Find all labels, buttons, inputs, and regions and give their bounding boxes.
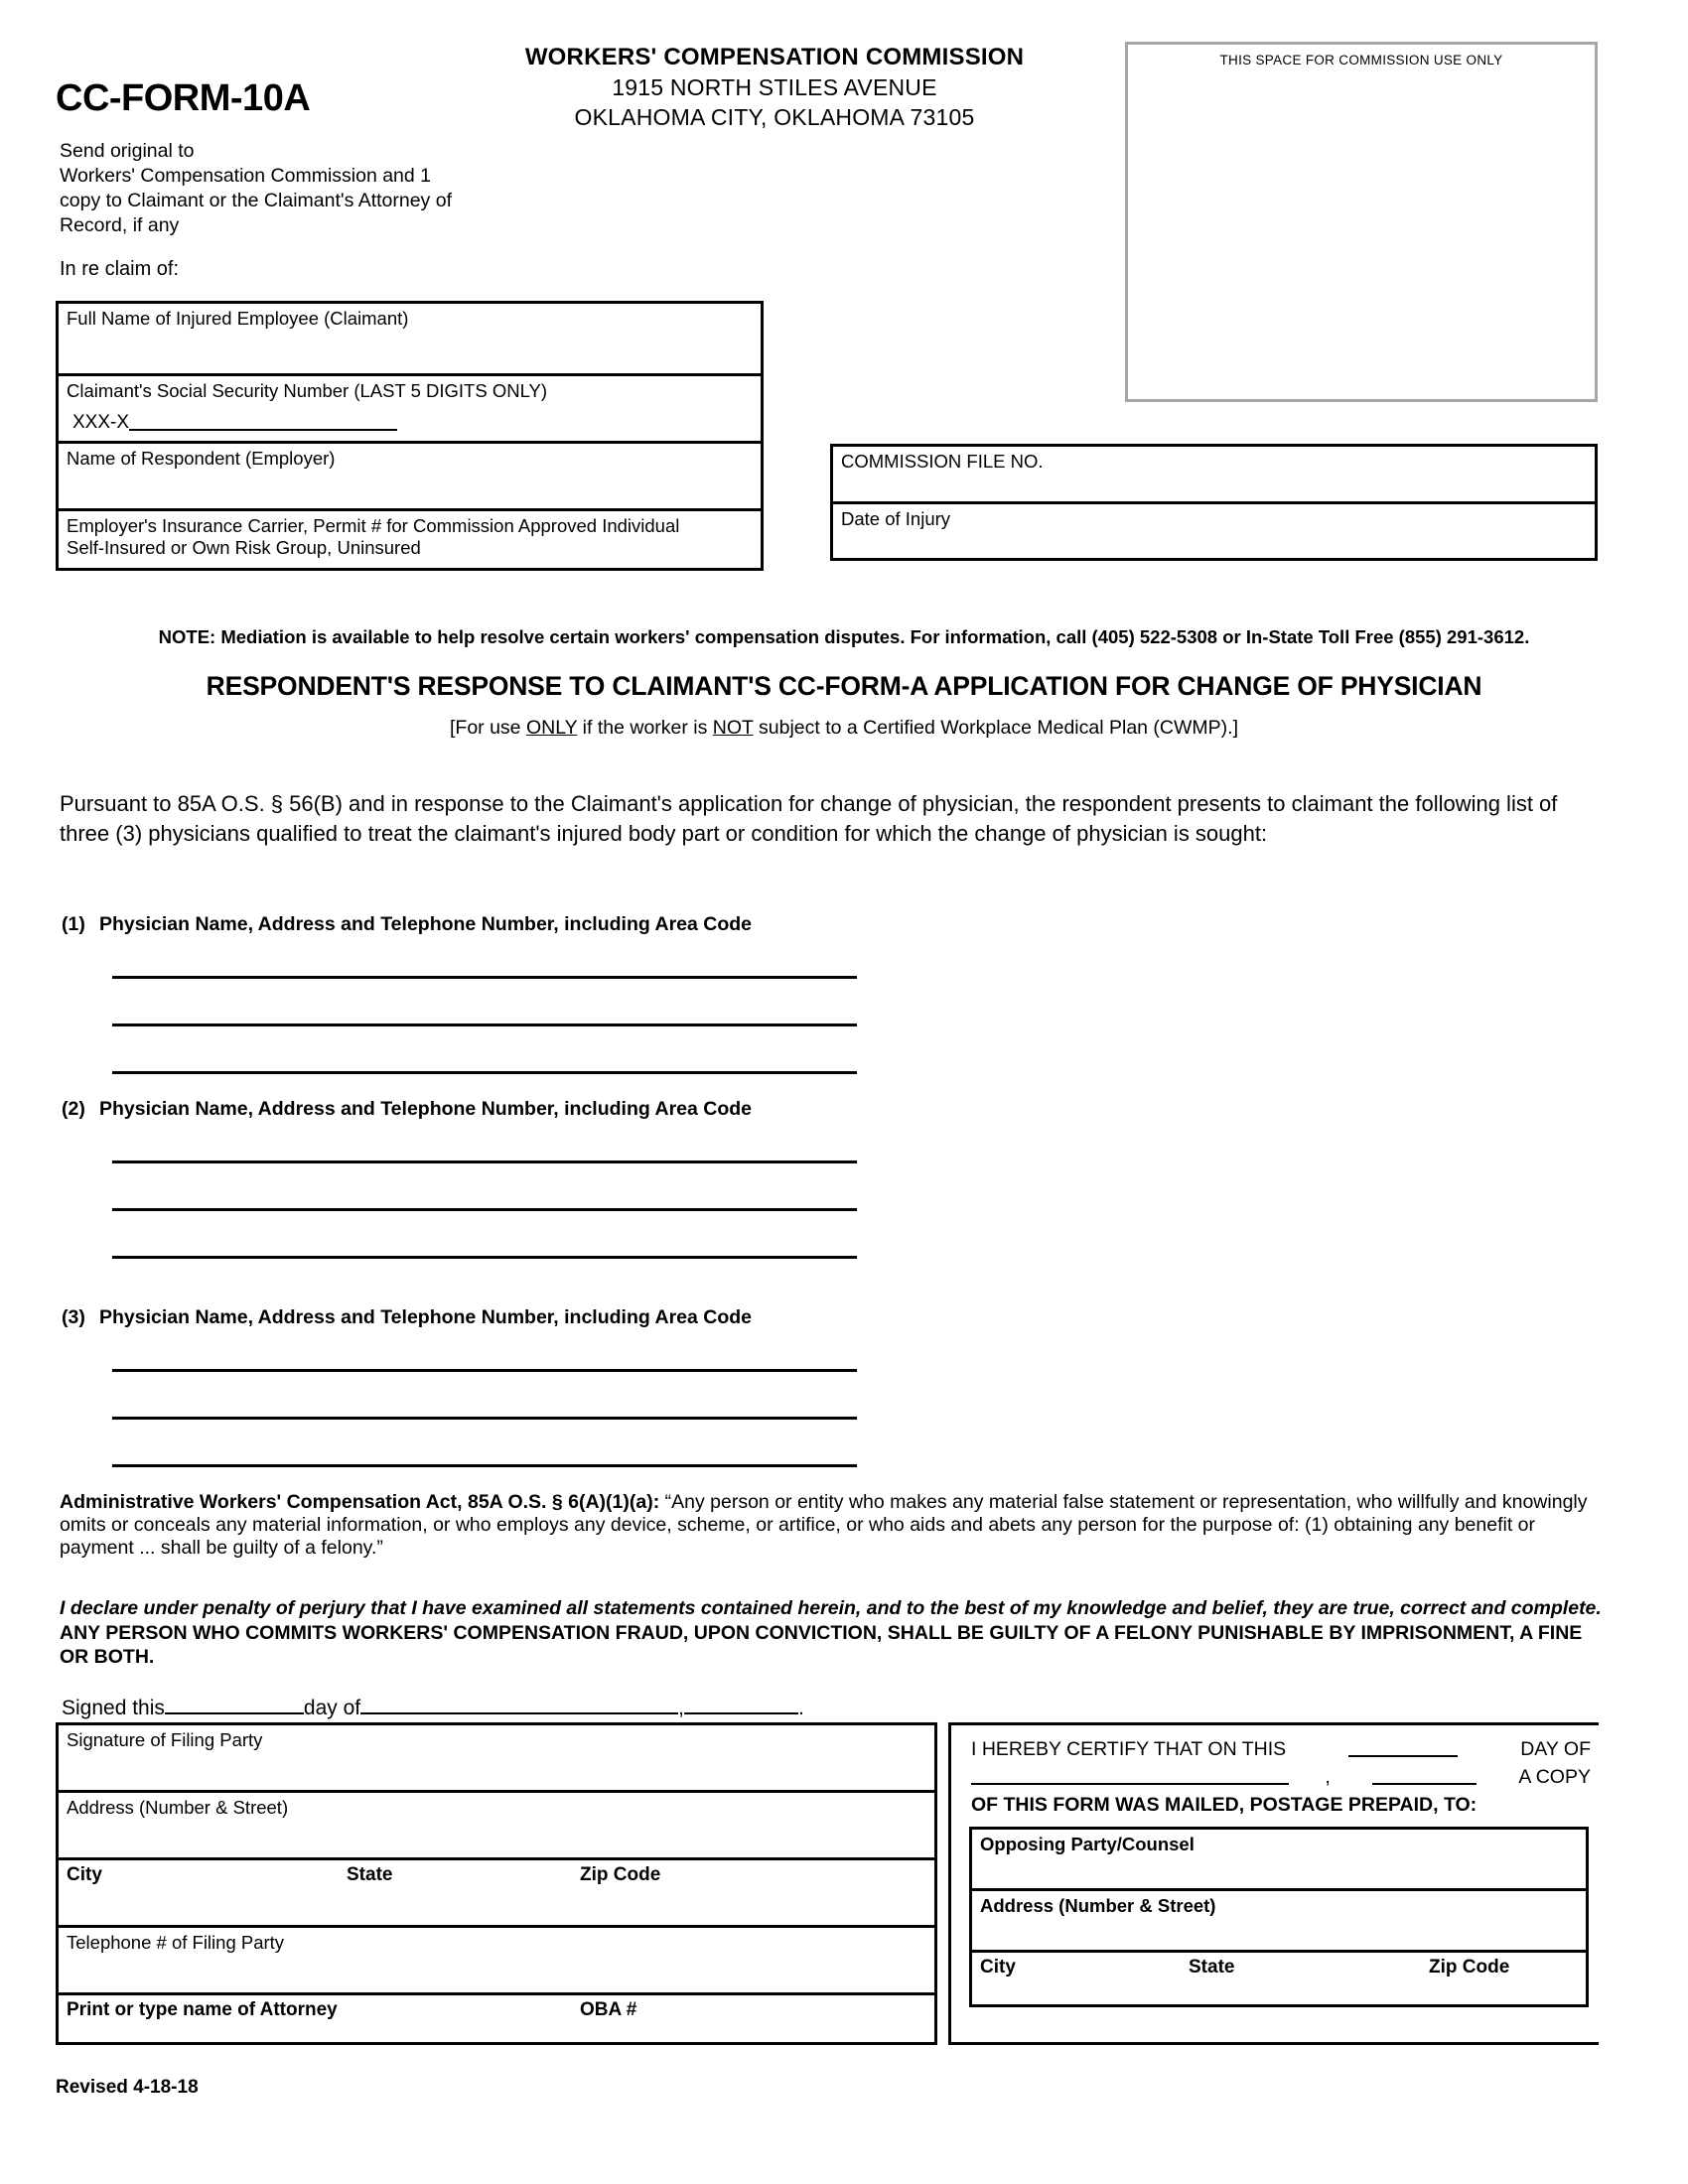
field-attorney-name-oba[interactable] — [56, 1992, 937, 2045]
physician-3-line-1[interactable] — [112, 1369, 857, 1372]
field-filing-city-state-zip[interactable] — [56, 1857, 937, 1925]
physician-3-line-2[interactable] — [112, 1417, 857, 1420]
field-claimant-ssn[interactable] — [56, 373, 764, 441]
field-signature-filing-party-label: Signature of Filing Party — [67, 1729, 263, 1750]
sub-title-not: NOT — [712, 717, 754, 739]
physician-1-number: (1) — [62, 913, 85, 935]
field-mailing-address-label: Address (Number & Street) — [980, 1895, 1216, 1916]
certificate-year-blank[interactable] — [1372, 1763, 1477, 1785]
commission-city-state-zip: OKLAHOMA CITY, OKLAHOMA 73105 — [574, 104, 975, 130]
commission-address: 1915 NORTH STILES AVENUE — [612, 74, 937, 100]
field-commission-file-no[interactable] — [830, 444, 1598, 501]
physician-3-label: Physician Name, Address and Telephone Number, including Area Code — [99, 1306, 753, 1328]
commission-use-box — [1125, 42, 1598, 402]
field-signature-filing-party[interactable] — [56, 1722, 937, 1790]
physician-1-line-3[interactable] — [112, 1071, 857, 1074]
field-mailing-address[interactable] — [969, 1888, 1589, 1950]
certificate-line-2 — [971, 1763, 1591, 1791]
physician-2-heading — [62, 1098, 752, 1121]
claim-fields-group — [56, 301, 764, 571]
field-insurance-carrier[interactable] — [56, 508, 764, 571]
ssn-prefix: XXX-X — [72, 412, 130, 433]
field-claimant-name-label: Full Name of Injured Employee (Claimant) — [67, 308, 409, 329]
field-opposing-party-label: Opposing Party/Counsel — [980, 1834, 1195, 1854]
physician-2-line-1[interactable] — [112, 1160, 857, 1163]
ssn-entry-row[interactable] — [59, 402, 761, 434]
perjury-declaration-italic: I declare under penalty of perjury that I have examined all statements contained herein, and to the best of my knowledge and belief, they are true, correct and complete. — [60, 1597, 1602, 1619]
field-attorney-name-label: Print or type name of Attorney — [67, 1999, 338, 2020]
sub-title-mid: if the worker is — [577, 717, 713, 739]
form-main-title: RESPONDENT'S RESPONSE TO CLAIMANT'S CC-FORM-A APPLICATION FOR CHANGE OF PHYSICIAN — [206, 671, 1482, 701]
field-insurance-carrier-label: Employer's Insurance Carrier, Permit # for Commission Approved Individual — [67, 515, 680, 536]
mailing-recipient-group — [969, 1827, 1589, 2007]
physician-1-line-2[interactable] — [112, 1024, 857, 1026]
field-mailing-city-label: City — [980, 1957, 1016, 1978]
field-filing-address-label: Address (Number & Street) — [67, 1797, 289, 1818]
commission-file-group — [830, 444, 1598, 561]
sub-title-post: subject to a Certified Workplace Medical Plan (CWMP).] — [753, 717, 1238, 739]
field-claimant-name[interactable] — [56, 301, 764, 373]
field-filing-telephone-label: Telephone # of Filing Party — [67, 1932, 285, 1953]
physician-1-label: Physician Name, Address and Telephone Number, including Area Code — [99, 913, 753, 935]
certificate-month-blank[interactable] — [971, 1763, 1289, 1785]
certificate-of-mailing — [948, 1722, 1599, 2045]
statute-body-paragraph: Pursuant to 85A O.S. § 56(B) and in response to the Claimant's application for change of physician, the respondent presents to claimant the following list of three (3) physicians qualified to treat the claimant's injured body part or condition for which the change of physician is sought: — [60, 791, 1558, 846]
in-re-claim-label: In re claim of: — [60, 258, 180, 280]
administrative-act-quote: “Any person or entity who makes any material false statement or representation, who willfully and knowingly omits or conceals any material information, or who employs any device, scheme, or artifice, or who aids and abets any person for the purpose of: (1) obtaining any benefit or payment ... shall be guilty of a felony.” — [60, 1491, 1588, 1559]
field-filing-state-label: State — [347, 1864, 393, 1885]
day-of-label: day of — [303, 1697, 361, 1719]
certificate-comma: , — [1325, 1766, 1331, 1788]
physician-2-line-3[interactable] — [112, 1256, 857, 1259]
physician-2-label: Physician Name, Address and Telephone Number, including Area Code — [99, 1098, 753, 1120]
certificate-text[interactable] — [951, 1725, 1599, 1819]
signed-day-blank[interactable] — [165, 1694, 304, 1714]
field-respondent-name-label: Name of Respondent (Employer) — [67, 448, 336, 469]
filing-party-group — [56, 1722, 937, 2045]
field-date-of-injury-label: Date of Injury — [841, 508, 951, 529]
field-filing-city-label: City — [67, 1864, 102, 1885]
certificate-line-1b: DAY OF — [1520, 1738, 1591, 1760]
field-oba-number-label: OBA # — [580, 1999, 637, 2020]
send-original-instructions — [60, 139, 526, 238]
physician-2-number: (2) — [62, 1098, 85, 1120]
send-original-line: Record, if any — [60, 214, 180, 236]
ssn-blank-rule[interactable] — [129, 429, 397, 431]
field-respondent-name[interactable] — [56, 441, 764, 508]
field-mailing-state-label: State — [1189, 1957, 1235, 1978]
form-sub-title — [0, 717, 1688, 740]
physician-3-heading — [62, 1306, 752, 1329]
field-mailing-zip-label: Zip Code — [1429, 1957, 1510, 1978]
commission-header — [427, 44, 1122, 131]
certificate-line-3: OF THIS FORM WAS MAILED, POSTAGE PREPAID, TO: — [971, 1794, 1477, 1816]
signed-date-line[interactable] — [62, 1694, 804, 1720]
physician-2-line-2[interactable] — [112, 1208, 857, 1211]
field-filing-telephone[interactable] — [56, 1925, 937, 1992]
form-code-title: CC-FORM-10A — [56, 77, 311, 119]
commission-name: WORKERS' COMPENSATION COMMISSION — [524, 44, 1025, 70]
mediation-note: NOTE: Mediation is available to help resolve certain workers' compensation disputes. For information, call (405) 522-5308 or In-State Toll Free (855) 291-3612. — [158, 626, 1530, 647]
field-claimant-ssn-label: Claimant's Social Security Number (LAST 5 DIGITS ONLY) — [67, 380, 547, 401]
field-commission-file-no-label: COMMISSION FILE NO. — [841, 451, 1044, 472]
field-filing-address[interactable] — [56, 1790, 937, 1857]
send-original-line: Send original to — [60, 140, 195, 162]
signed-comma: , — [678, 1697, 684, 1719]
physician-1-heading — [62, 913, 752, 936]
signed-period: . — [797, 1697, 804, 1719]
perjury-declaration — [60, 1596, 1609, 1670]
certificate-line-1a: I HEREBY CERTIFY THAT ON THIS — [971, 1738, 1287, 1760]
certificate-line-2c: A COPY — [1518, 1766, 1591, 1788]
revision-date: Revised 4-18-18 — [56, 2077, 199, 2098]
administrative-act-paragraph — [60, 1491, 1609, 1560]
sub-title-pre: [For use — [449, 717, 526, 739]
commission-use-label: THIS SPACE FOR COMMISSION USE ONLY — [1219, 53, 1503, 68]
perjury-declaration-caps: ANY PERSON WHO COMMITS WORKERS' COMPENSATION FRAUD, UPON CONVICTION, SHALL BE GUILTY OF A FELONY PUNISHABLE BY IMPRISONMENT, A FINE OR BOTH. — [60, 1621, 1583, 1668]
field-insurance-carrier-label-2: Self-Insured or Own Risk Group, Uninsured — [67, 537, 421, 558]
physician-3-number: (3) — [62, 1306, 85, 1328]
certificate-day-blank[interactable] — [1348, 1735, 1458, 1757]
sub-title-only: ONLY — [525, 717, 578, 739]
signed-year-blank[interactable] — [684, 1694, 798, 1714]
send-original-line: copy to Claimant or the Claimant's Attorney of — [60, 190, 452, 211]
send-original-line: Workers' Compensation Commission and 1 — [60, 165, 432, 187]
physician-3-line-3[interactable] — [112, 1464, 857, 1467]
field-mailing-city-state-zip[interactable] — [969, 1950, 1589, 2007]
field-filing-zip-label: Zip Code — [580, 1864, 661, 1885]
physician-1-line-1[interactable] — [112, 976, 857, 979]
certificate-line-1 — [971, 1735, 1591, 1763]
signed-this-label: Signed this — [62, 1697, 165, 1719]
field-opposing-party[interactable] — [969, 1827, 1589, 1888]
administrative-act-citation: Administrative Workers' Compensation Act, 85A O.S. § 6(A)(1)(a): — [60, 1491, 660, 1513]
field-date-of-injury[interactable] — [830, 501, 1598, 561]
signed-month-blank[interactable] — [360, 1694, 678, 1714]
